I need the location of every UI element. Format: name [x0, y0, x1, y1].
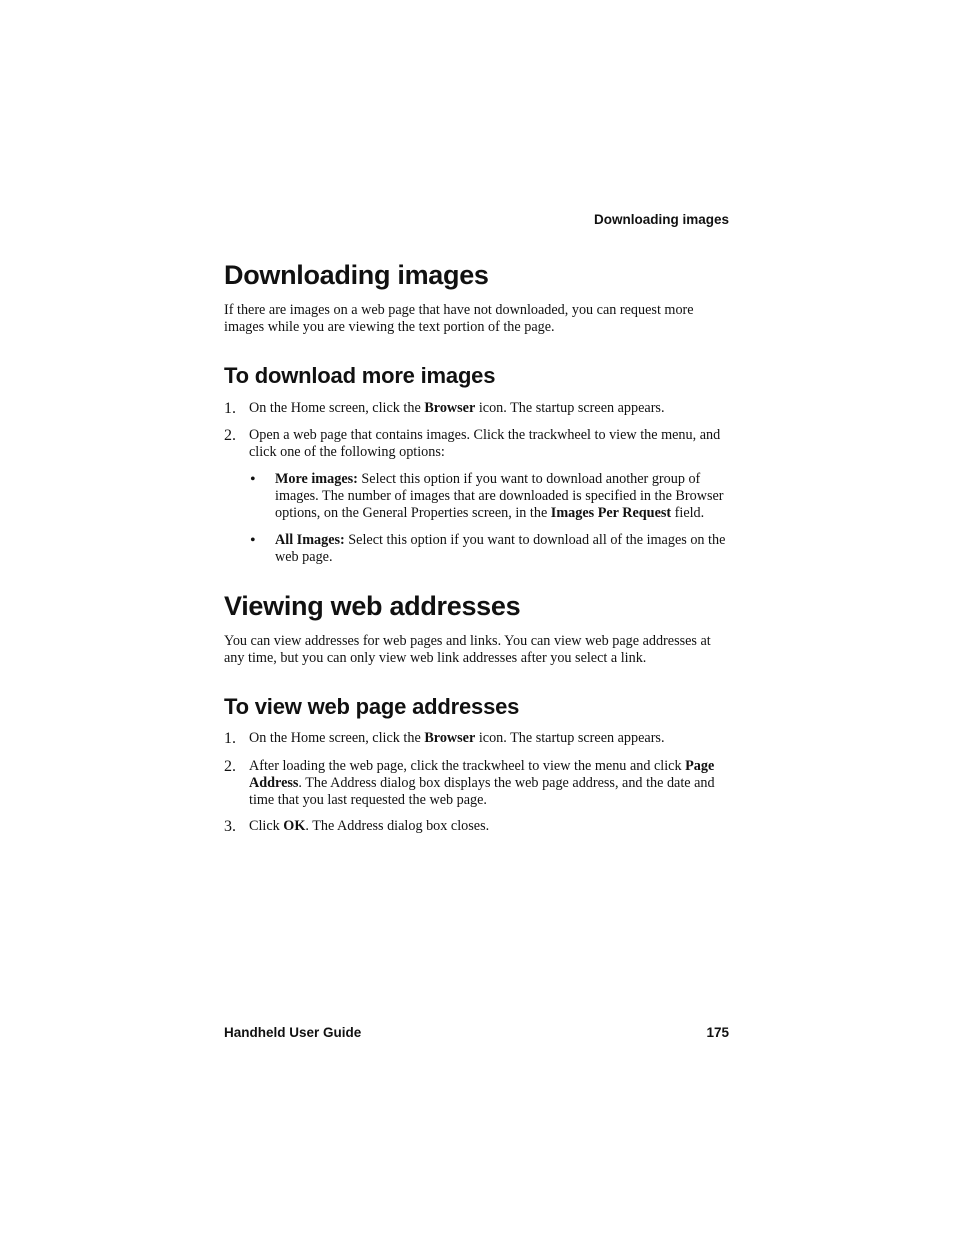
step-text: On the Home screen, click the Browser icon. The startup screen appears.	[249, 730, 665, 746]
step-number: 1.	[224, 400, 236, 417]
running-header: Downloading images	[593, 212, 729, 227]
subsection-title-view-web-page-addresses: To view web page addresses	[224, 694, 520, 719]
list-item-text: All Images: Select this option if you want to download all of the images on the web page.	[275, 532, 726, 565]
step-1	[224, 400, 730, 418]
page-content	[224, 258, 730, 836]
step-text: On the Home screen, click the Browser icon. The startup screen appears.	[249, 400, 665, 416]
step-2	[224, 758, 730, 809]
footer-page-number: 175	[706, 1025, 729, 1040]
options-list	[224, 471, 730, 566]
browser-term: Browser	[424, 400, 476, 416]
list-item-text: More images: Select this option if you want to download another group of images. The number of images that are downloaded is specified in the Browser options, on the General Properties screen, in the Images Per Request field.	[275, 471, 724, 521]
list-item	[249, 532, 730, 566]
section-title-downloading-images: Downloading images	[224, 260, 489, 290]
section-intro: You can view addresses for web pages and links. You can view web page addresses at any time, but you can only view web link addresses after you select a link.	[224, 633, 711, 666]
step-text: Open a web page that contains images. Click the trackwheel to view the menu, and click one of the following options:	[249, 427, 721, 460]
step-text: After loading the web page, click the trackwheel to view the menu and click Page Address. The Address dialog box displays the web page address, and the date and time that you last requested the web page.	[249, 758, 715, 808]
section-intro: If there are images on a web page that have not downloaded, you can request more images while you are viewing the text portion of the page.	[224, 302, 694, 335]
section-title-viewing-web-addresses: Viewing web addresses	[224, 591, 521, 621]
subsection-title-download-more-images: To download more images	[224, 363, 496, 388]
step-2	[224, 427, 730, 461]
bullet-mark: •	[250, 471, 256, 488]
step-1	[224, 730, 730, 748]
step-text: Click OK. The Address dialog box closes.	[249, 818, 490, 834]
step-3	[224, 818, 730, 836]
list-item	[249, 471, 730, 522]
step-number: 3.	[224, 818, 236, 835]
step-number: 2.	[224, 427, 236, 444]
bullet-mark: •	[250, 532, 256, 549]
footer-guide-title: Handheld User Guide	[224, 1025, 362, 1040]
step-number: 2.	[224, 758, 236, 775]
step-number: 1.	[224, 730, 236, 747]
